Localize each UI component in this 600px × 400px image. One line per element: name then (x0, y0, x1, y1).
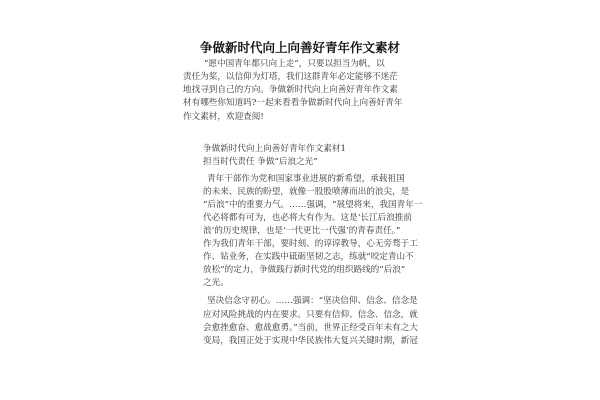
paragraph-line: “后浪”中的重要力气。……强调，“展望将来，我国青年一 (203, 200, 423, 210)
document-title: 争做新时代向上向善好青年作文素材 (199, 40, 400, 55)
intro-line: 地找寻到自己的方向。争做新时代向上向善好青年作文素 (183, 85, 398, 95)
paragraph-line: 作为我们青年干部，要时刻、的谆谆教导，心无旁骛于工 (203, 239, 418, 249)
paragraph-line: 的未来、民族的盼望，就像一股股喷薄而出的浪尖，是 (203, 187, 410, 197)
paragraph-line: 坚决信念守初心。……强调：“坚决信仰、信念、信念是 (207, 296, 418, 306)
paragraph-line: 应对风险挑战的内在要求。只要有信仰、信念、信念，就 (203, 310, 418, 320)
intro-line: 作文素材，欢迎查阅! (183, 112, 264, 122)
paragraph-line: 代必将都有可为，也必将大有作为。这是‘长江后浪推前 (203, 213, 412, 223)
paragraph-line: 变局，我国正处于实现中华民族伟大复兴关键时期，新冠 (203, 336, 418, 346)
paragraph-line: 作、钻业务，在实践中砥砺坚韧之志，练就“咬定青山不 (203, 252, 414, 262)
paragraph-line: 放松”的定力，争做践行新时代党的组织路线的“后浪” (203, 265, 406, 275)
paragraph-line: 浪’的历史规律，也是‘一代更比一代强’的青春责任。” (203, 226, 401, 236)
section-subheading: 担当时代责任 争做“后浪之光” (203, 157, 318, 167)
paragraph-line: 青年干部作为党和国家事业进展的新希望，承载祖国 (207, 174, 405, 184)
intro-line: 材有哪些你知道吗?一起来看看争做新时代向上向善好青年 (183, 98, 403, 108)
section-heading: 争做新时代向上向善好青年作文素材1 (203, 144, 346, 154)
intro-line: 责任为桨，以信仰为灯塔，我们这群青年必定能够不迷茫 (183, 72, 398, 82)
paragraph-line: 之光。 (203, 278, 229, 288)
intro-line: “愿中国青年都只向上走”，只要以担当为帆，以 (204, 59, 385, 69)
paragraph-line: 会愈挫愈奋、愈战愈勇。”当前，世界正经受百年未有之大 (203, 323, 418, 333)
